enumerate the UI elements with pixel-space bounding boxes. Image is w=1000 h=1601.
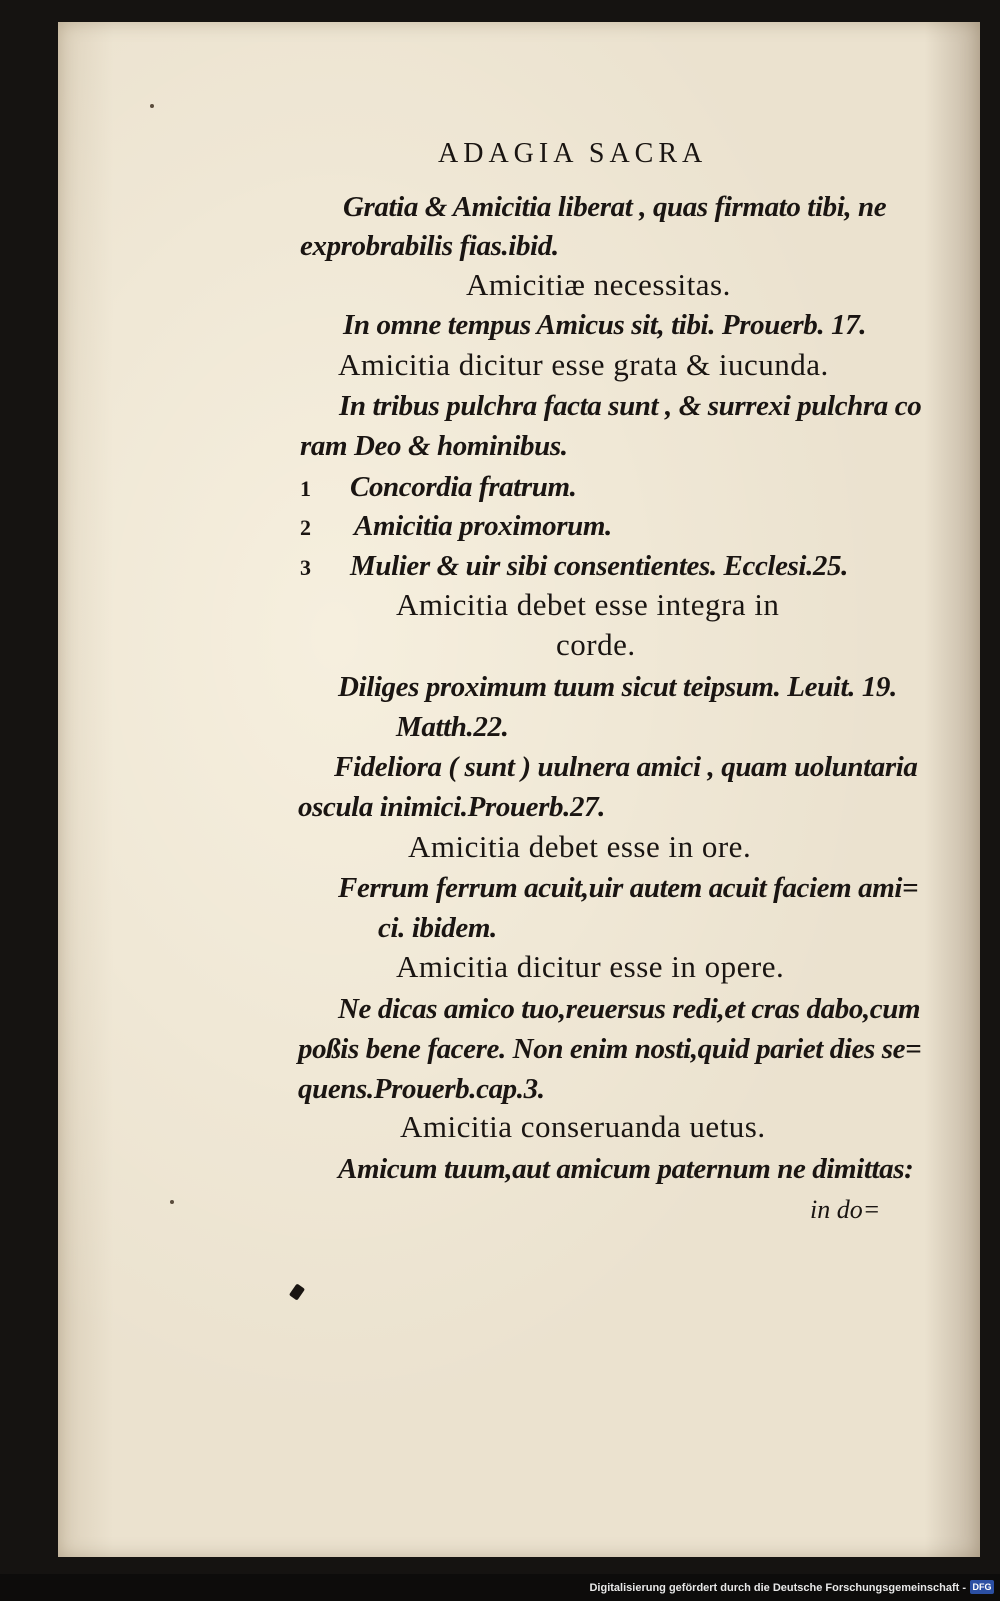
text-line: exprobrabilis fias.ibid.: [300, 230, 559, 262]
text-line: In tribus pulchra facta sunt , & surrexi pulchra co: [339, 390, 922, 422]
section-heading: Amicitia dicitur esse in opere.: [396, 949, 785, 984]
paper-speck: [170, 1200, 174, 1204]
text-line: Diliges proximum tuum sicut teipsum. Leuit. 19.: [338, 671, 897, 703]
list-number: 1: [300, 476, 311, 501]
catchword: in do=: [810, 1195, 881, 1224]
text-line: In omne tempus Amicus sit, tibi. Prouerb. 17.: [343, 309, 867, 341]
list-number: 3: [300, 555, 311, 580]
text-line: quens.Prouerb.cap.3.: [298, 1073, 545, 1105]
list-number: 2: [300, 515, 311, 540]
text-line: Matth.22.: [396, 711, 509, 743]
list-item: Concordia fratrum.: [350, 471, 577, 503]
list-item: Amicitia proximorum.: [354, 510, 612, 542]
text-line: Amicum tuum,aut amicum paternum ne dimittas:: [338, 1153, 914, 1185]
footer-credit: Digitalisierung gefördert durch die Deutsche Forschungsgemeinschaft -: [589, 1582, 966, 1594]
text-line: Ferrum ferrum acuit,uir autem acuit faciem ami=: [338, 872, 919, 904]
text-line: Gratia & Amicitia liberat , quas firmato tibi, ne: [343, 191, 887, 223]
text-line: Ne dicas amico tuo,reuersus redi,et cras dabo,cum: [338, 993, 921, 1025]
section-heading: corde.: [556, 627, 636, 662]
section-heading: Amicitiæ necessitas.: [466, 267, 731, 302]
running-head: ADAGIA SACRA: [438, 138, 708, 169]
text-line: Fideliora ( sunt ) uulnera amici , quam uoluntaria: [334, 751, 918, 783]
text-line: oscula inimici.Prouerb.27.: [298, 791, 606, 823]
dfg-logo-icon: DFG: [970, 1580, 994, 1594]
paper-speck: [150, 104, 154, 108]
text-line: ci. ibidem.: [378, 912, 497, 944]
list-item: Mulier & uir sibi consentientes. Ecclesi.25.: [350, 550, 848, 582]
section-heading: Amicitia debet esse integra in: [396, 587, 780, 622]
section-heading: Amicitia conseruanda uetus.: [400, 1109, 766, 1144]
section-heading: Amicitia debet esse in ore.: [408, 829, 752, 864]
footer-bar: [0, 1574, 1000, 1601]
text-line: poßis bene facere. Non enim nosti,quid pariet dies se=: [298, 1033, 922, 1065]
text-line: ram Deo & hominibus.: [300, 430, 568, 462]
section-heading: Amicitia dicitur esse grata & iucunda.: [338, 347, 829, 382]
